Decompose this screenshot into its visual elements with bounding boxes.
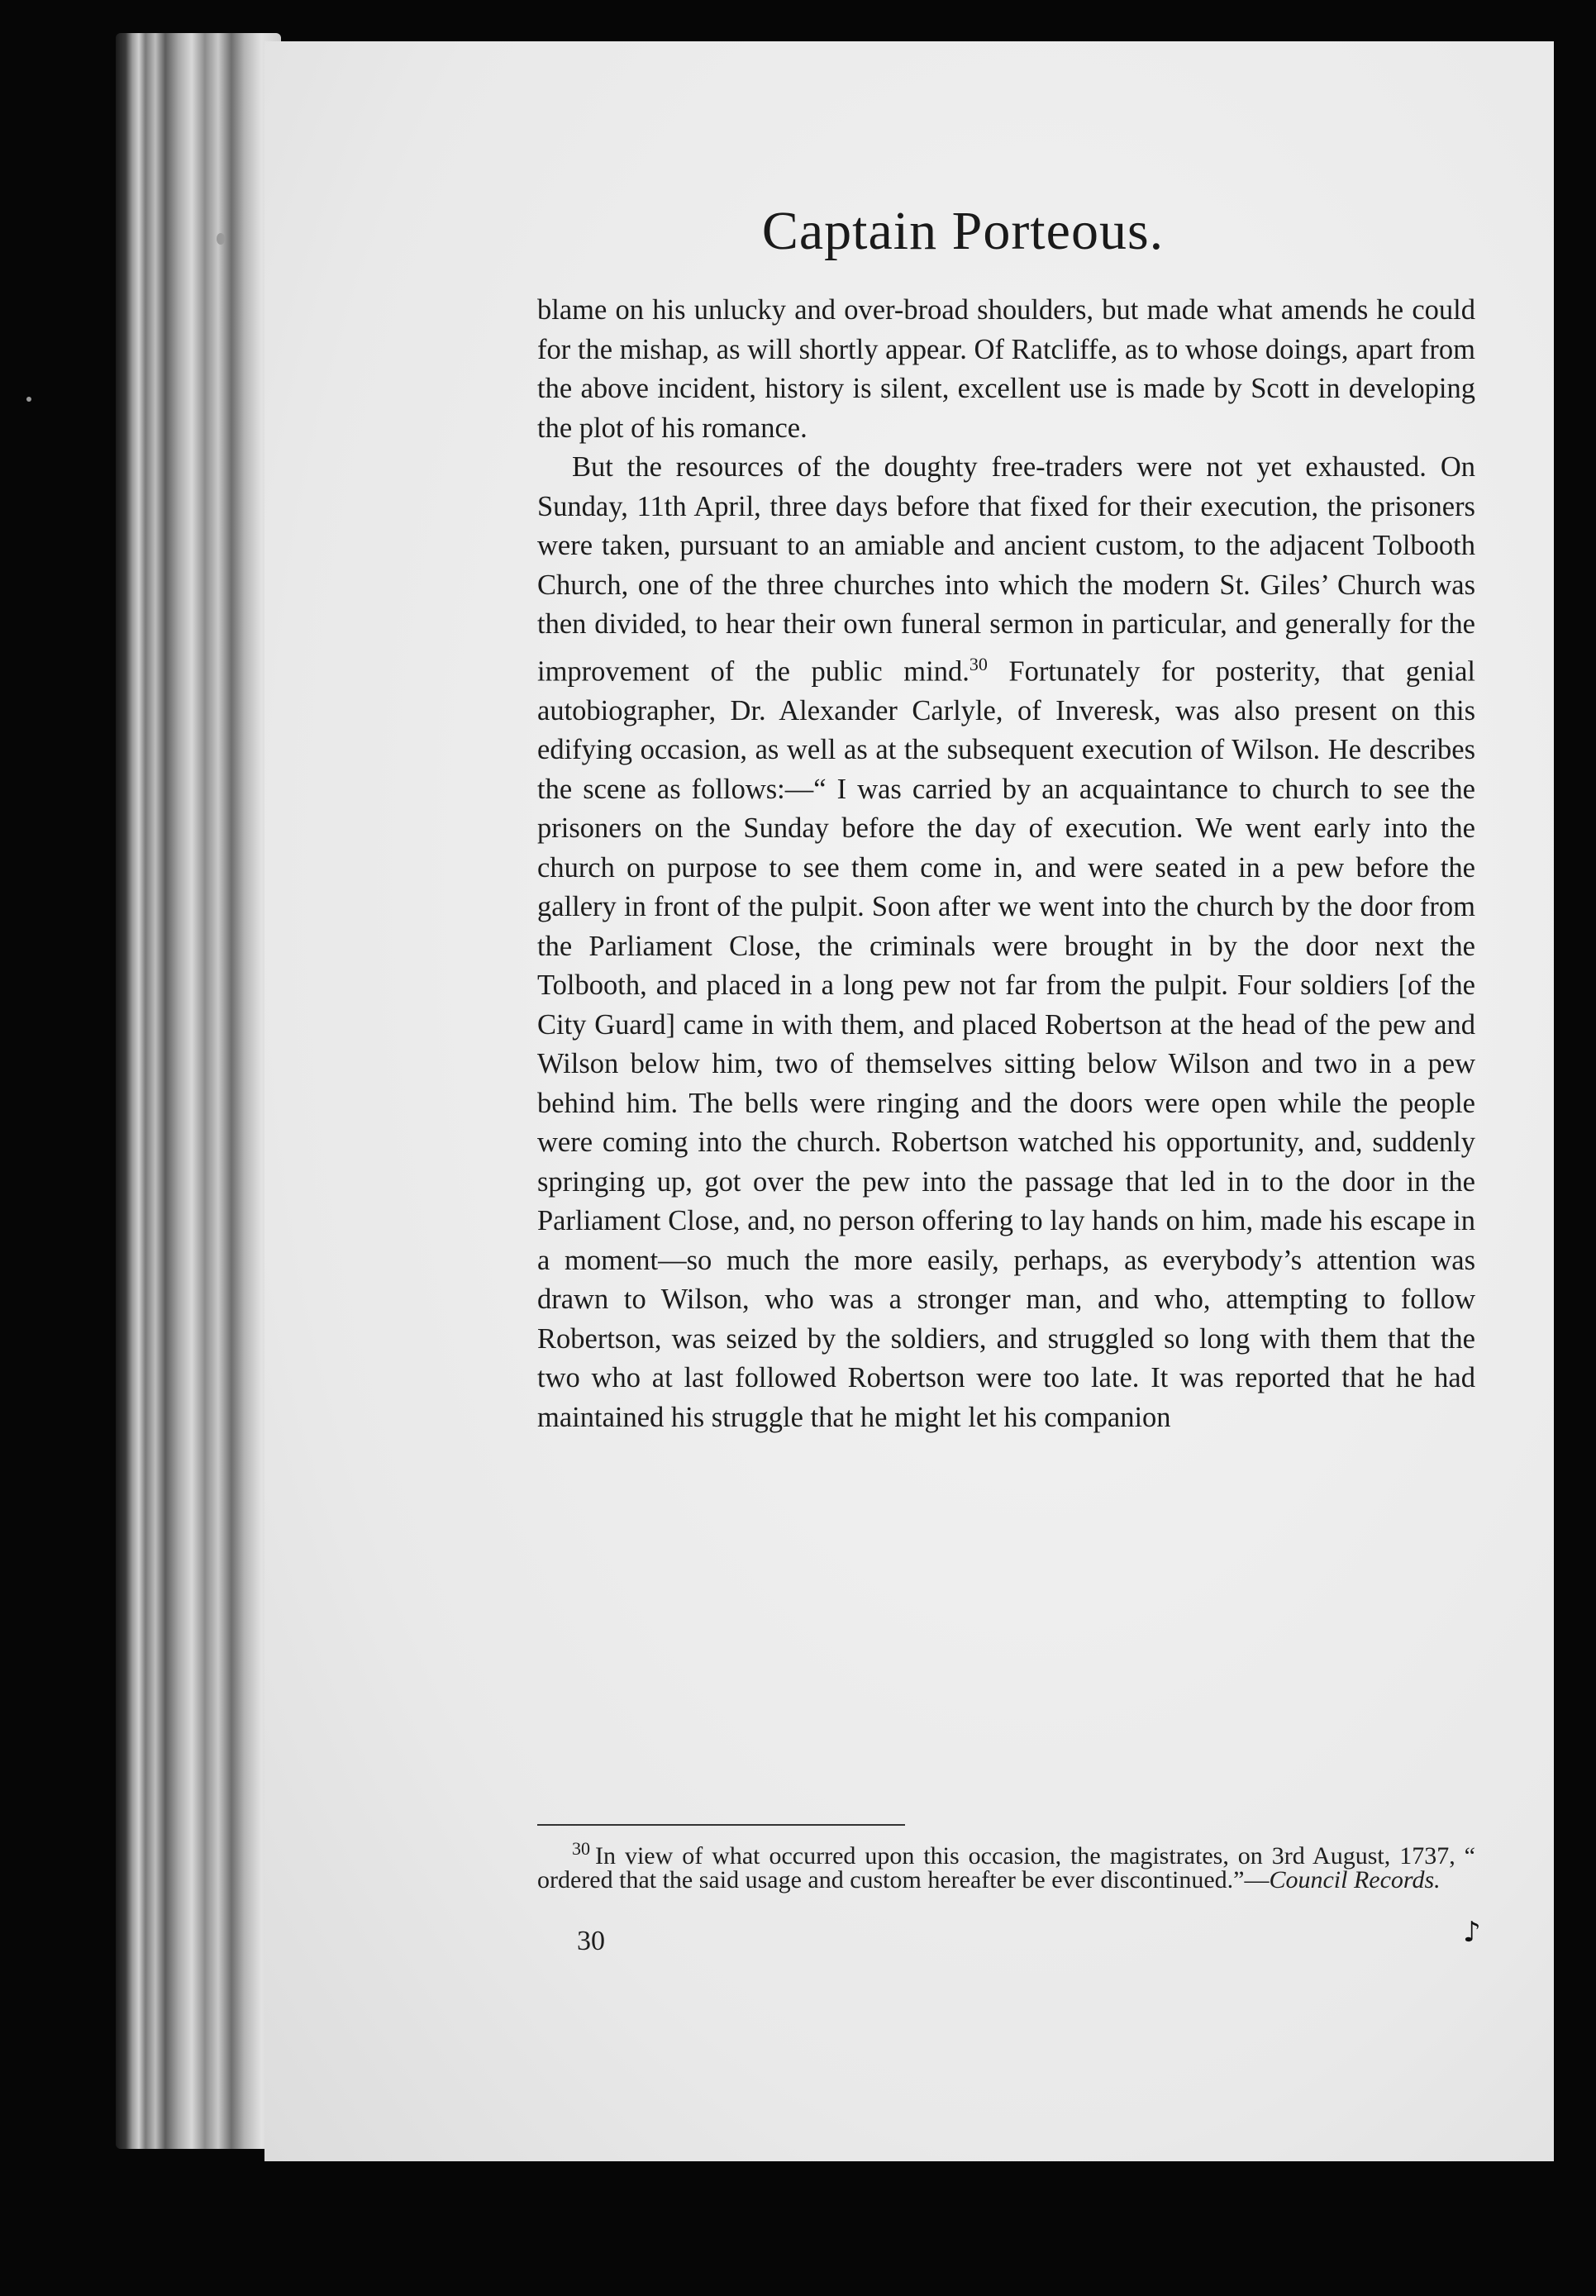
- footnote-reference: 30: [969, 653, 988, 674]
- paragraph-text: Fortunately for posterity, that genial autobiographer, Dr. Alexander Carlyle, of Inveresk, was also present on this edifying occasion, as well as at the subsequent execution of Wilson. He describes the scene as follows:—“ I was carried by an acquaintance to church to see the prisoners on the Sunday before the day of execution. We went early into the church on purpose to see them come in, and were seated in a pew before the gallery in front of the pulpit. Soon after we went into the church by the door from the Parliament Close, the criminals were brought in by the door next the Tolbooth, and placed in a long pew not far from the pulpit. Four soldiers [of the City Guard] came in with them, and placed Robertson at the head of the pew and Wilson below him, two of themselves sitting below Wilson and two in a pew behind him. The bells were ringing and the doors were open while the people were coming into the church. Robertson watched his opportunity, and, suddenly springing up, got over the pew into the passage that led in to the door in the Parliament Close, and, no person offering to lay hands on him, made his escape in a moment—so much the more easily, perhaps, as everybody’s attention was drawn to Wilson, who was a stronger man, and who, attempting to follow Robertson, was seized by the soldiers, and struggled so long with them that the two who at last followed Robertson were too late. It was reported that he had maintained his struggle that he might let his companion: [537, 655, 1476, 1433]
- body-text: [537, 291, 1475, 1437]
- footnote-text: In view of what occurred upon this occasion, the magistrates, on 3rd August, 1737, “ ordered that the said usage and custom hereafter be ever discontinued.”—: [537, 1842, 1475, 1893]
- paragraph: [537, 448, 1475, 1437]
- printer-mark-icon: ♪: [1463, 1916, 1481, 1949]
- paragraph-text: But the resources of the doughty free-traders were not yet exhausted. On Sunday, 11th April, three days before that fixed for their execution, the prisoners were taken, pursuant to an amiable and ancient custom, to the adjacent Tolbooth Church, one of the three churches into which the modern St. Giles’ Church was then divided, to hear their own funeral sermon in particular, and generally for the improvement of the public mind.: [537, 451, 1475, 687]
- footnote: [537, 1836, 1475, 1892]
- footnote-source: Council Records.: [1269, 1866, 1441, 1893]
- footnote-number: 30: [572, 1838, 590, 1859]
- page-number: 30: [577, 1926, 605, 1956]
- paragraph: blame on his unlucky and over-broad shoulders, but made what amends he could for the mishap, as will shortly appear. Of Ratcliffe, as to whose doings, apart from the above incident, history is silent, excellent use is made by Scott in developing the plot of his romance.: [537, 294, 1475, 444]
- book-page: [264, 41, 1554, 2161]
- book-spine-edge: [116, 33, 281, 2149]
- footnote-rule: [537, 1824, 905, 1826]
- running-title: Captain Porteous.: [761, 201, 1165, 261]
- scan-speck: [26, 397, 31, 402]
- scan-speck: [217, 233, 225, 245]
